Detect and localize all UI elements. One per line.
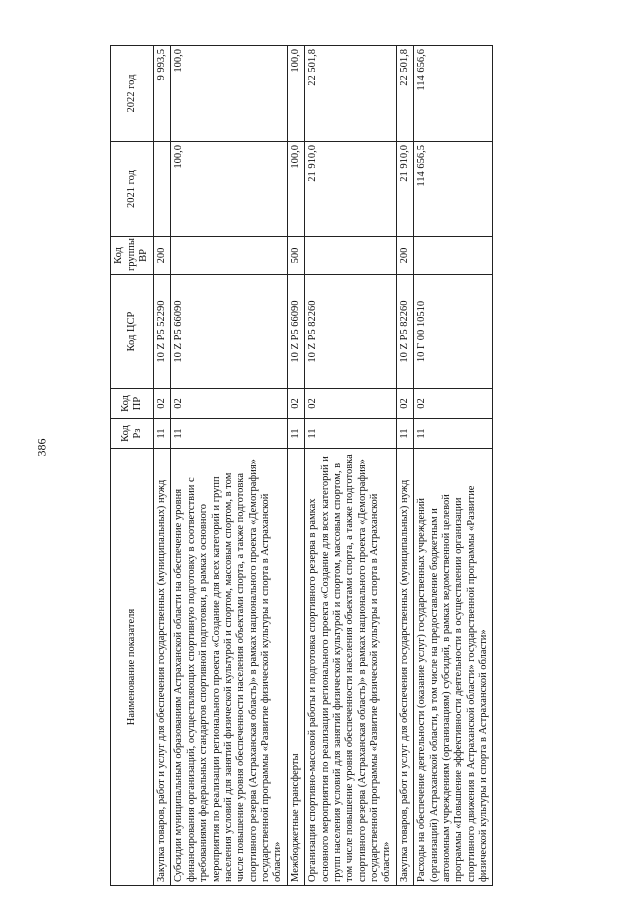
rotated-table-area — [110, 46, 550, 886]
cell-2022: 9 993,5 — [154, 46, 171, 142]
cell-csr: 10 Z P5 82260 — [396, 275, 413, 389]
cell-2021: 100,0 — [171, 142, 287, 237]
cell-2022: 22 501,8 — [396, 46, 413, 142]
cell-csr: 10 Z P5 66090 — [287, 275, 304, 389]
header-name: Наименование показателя — [111, 449, 154, 886]
header-vr: Код группы ВР — [111, 237, 154, 275]
cell-csr: 10 Z P5 82260 — [305, 275, 397, 389]
cell-pr: 02 — [396, 389, 413, 419]
cell-2021: 114 656,5 — [414, 142, 493, 237]
cell-rz: 11 — [171, 419, 287, 449]
cell-name: Расходы на обеспечение деятельности (оказание услуг) государственных учреждений (организаций) Астраханской области, в том числе на предоставление бюджетным и автономным учреждениям (организациям) субсидий, в рамках ведомственной целевой программы «Повышение эффективности деятельности в осуществлении организации спортивного движения в Астраханской области» государственной программы «Развитие физической культуры и спорта в Астраханской области» — [414, 449, 493, 886]
cell-2021: 21 910,0 — [305, 142, 397, 237]
cell-2022: 100,0 — [171, 46, 287, 142]
cell-2022: 22 501,8 — [305, 46, 397, 142]
table-header-row — [111, 46, 154, 886]
cell-2021: 21 910,0 — [396, 142, 413, 237]
cell-vr — [305, 237, 397, 275]
header-2021: 2021 год — [111, 142, 154, 237]
table-row — [171, 46, 287, 886]
table-row — [414, 46, 493, 886]
cell-name: Закупка товаров, работ и услуг для обеспечения государственных (муниципальных) нужд — [396, 449, 413, 886]
header-pr: Код ПР — [111, 389, 154, 419]
cell-2021: 100,0 — [287, 142, 304, 237]
cell-csr: 10 Z P5 66090 — [171, 275, 287, 389]
cell-rz: 11 — [287, 419, 304, 449]
table-row — [154, 46, 171, 886]
cell-vr: 500 — [287, 237, 304, 275]
cell-vr: 200 — [154, 237, 171, 275]
cell-rz: 11 — [396, 419, 413, 449]
cell-2021 — [154, 142, 171, 237]
cell-pr: 02 — [305, 389, 397, 419]
cell-2022: 100,0 — [287, 46, 304, 142]
cell-name: Межбюджетные трансферты — [287, 449, 304, 886]
cell-pr: 02 — [154, 389, 171, 419]
cell-name: Организация спортивно-массовой работы и подготовка спортивного резерва в рамках основного мероприятия по реализации регионального проекта «Создание для всех категорий и групп населения условий для занятий физической культурой и спортом, массовым спортом, в том числе повышение уровня обеспеченности населения объектами спорта, а также подготовка спортивного резерва (Астраханская область)» в рамках национального проекта «Демография» государственной программы «Развитие физической культуры и спорта в Астраханской области» — [305, 449, 397, 886]
table-row — [305, 46, 397, 886]
header-rz: Код Рз — [111, 419, 154, 449]
cell-pr: 02 — [287, 389, 304, 419]
cell-pr: 02 — [414, 389, 493, 419]
budget-table — [110, 45, 493, 886]
cell-csr: 10 Г 00 10510 — [414, 275, 493, 389]
table-row — [287, 46, 304, 886]
cell-csr: 10 Z P5 52290 — [154, 275, 171, 389]
header-2022: 2022 год — [111, 46, 154, 142]
table-container — [110, 46, 550, 886]
cell-name: Закупка товаров, работ и услуг для обеспечения государственных (муниципальных) нужд — [154, 449, 171, 886]
cell-vr — [171, 237, 287, 275]
cell-vr — [414, 237, 493, 275]
cell-vr: 200 — [396, 237, 413, 275]
cell-pr: 02 — [171, 389, 287, 419]
cell-name: Субсидии муниципальным образованиям Астраханской области на обеспечение уровня финансирования организаций, осуществляющих спортивную подготовку в соответствии с требованиями федеральных стандартов спортивной подготовки, в рамках основного мероприятия по реализации регионального проекта «Создание для всех категорий и групп населения условий для занятий физической культурой и спортом, массовым спортом, в том числе повышение уровня обеспеченности населения объектами спорта, а также подготовка спортивного резерва (Астраханская область)» в рамках национального проекта «Демография» государственной программы «Развитие физической культуры и спорта в Астраханской области» — [171, 449, 287, 886]
header-csr: Код ЦСР — [111, 275, 154, 389]
cell-rz: 11 — [154, 419, 171, 449]
cell-rz: 11 — [414, 419, 493, 449]
table-row — [396, 46, 413, 886]
cell-2022: 114 656,6 — [414, 46, 493, 142]
page-number: 386 — [34, 438, 49, 457]
cell-rz: 11 — [305, 419, 397, 449]
